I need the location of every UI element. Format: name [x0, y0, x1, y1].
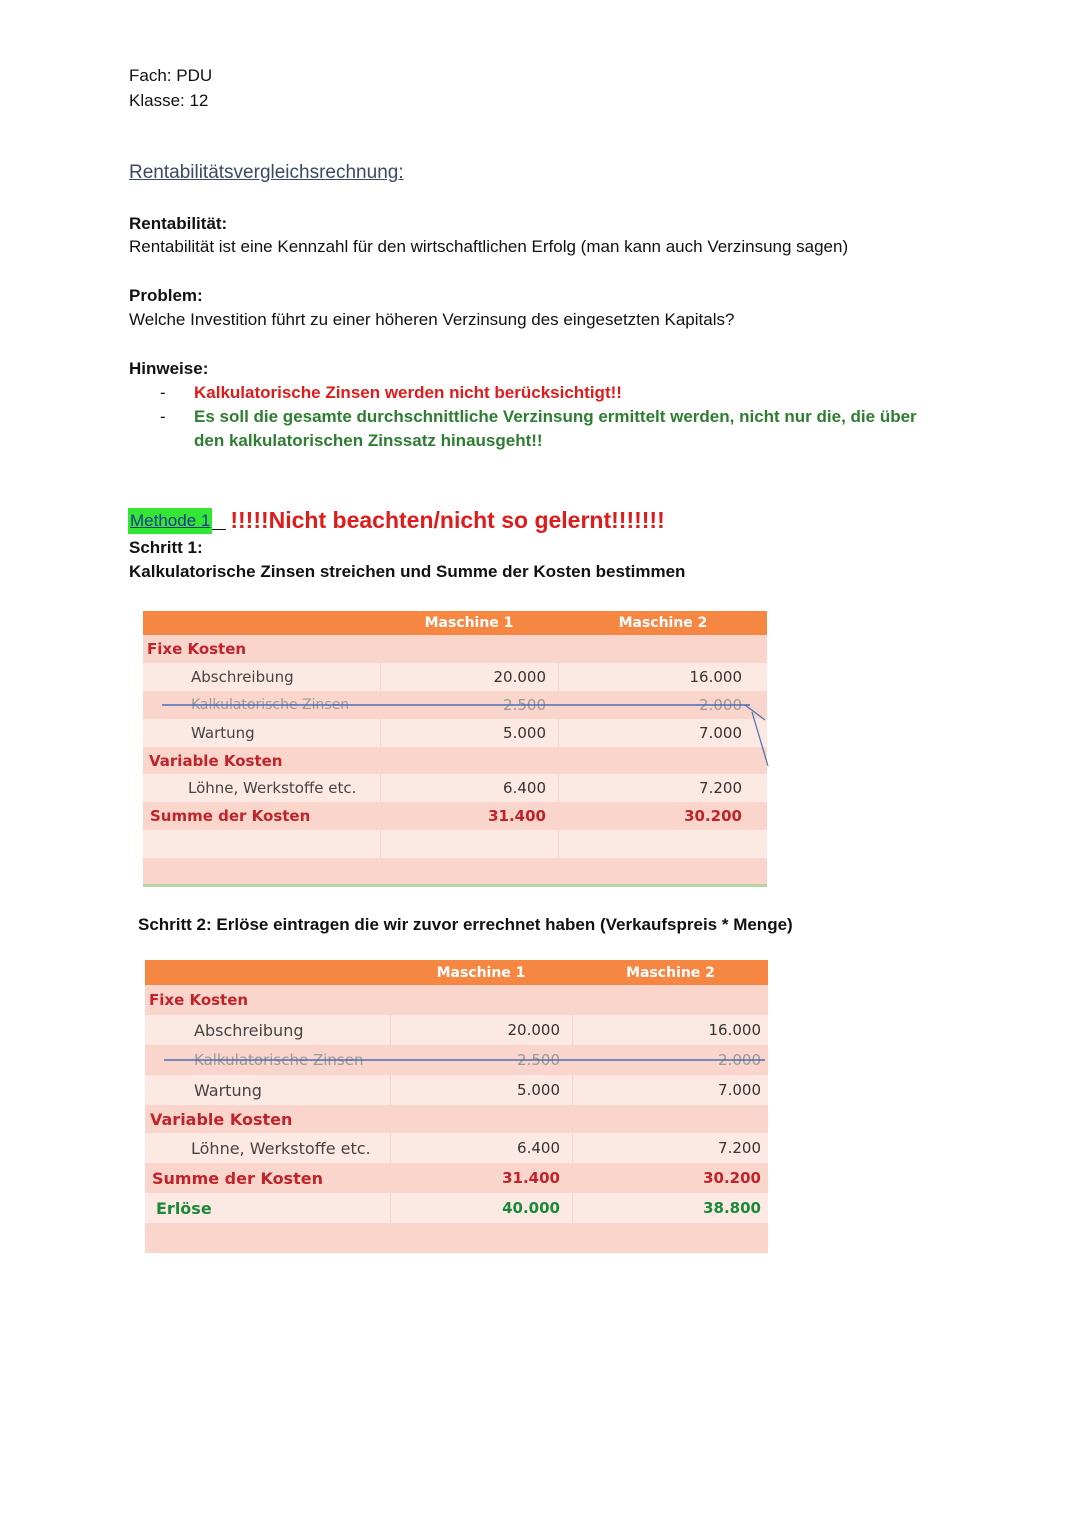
row-label-abschreibung: Abschreibung [191, 668, 294, 686]
cost-table-2 [145, 960, 768, 1253]
schritt1-heading: Schritt 1: [129, 538, 203, 557]
blank-line [212, 529, 226, 530]
table-row [145, 985, 768, 1015]
schritt1-text: Kalkulatorische Zinsen streichen und Summe der Kosten bestimmen [129, 562, 686, 581]
column-maschine-2: Maschine 2 [626, 964, 715, 981]
row-label-zinsen: Kalkulatorische Zinsen [191, 697, 350, 713]
row-label-wartung: Wartung [191, 724, 255, 742]
table-row [143, 663, 767, 691]
problem-text: Welche Investition führt zu einer höheren Verzinsung des eingesetzten Kapitals? [129, 310, 735, 329]
value-m1: 6.400 [503, 779, 546, 797]
hinweis-item-1: Kalkulatorische Zinsen werden nicht berücksichtigt!! [194, 383, 622, 402]
strike-annotation-1 [140, 690, 780, 770]
rentabilitaet-heading: Rentabilität: [129, 214, 228, 233]
value-m2: 30.200 [703, 1169, 761, 1187]
table-row [145, 1223, 768, 1253]
row-label-wartung: Wartung [194, 1080, 262, 1100]
value-m1: 2.500 [517, 1051, 560, 1069]
value-m2: 7.000 [718, 1081, 761, 1099]
table-row [143, 830, 767, 858]
hinweise-heading: Hinweise: [129, 359, 209, 378]
value-m2: 16.000 [689, 668, 742, 686]
value-m1: 5.000 [517, 1081, 560, 1099]
methode-label: Methode 1 [128, 508, 212, 534]
bullet-dash: - [160, 383, 166, 402]
row-label-abschreibung: Abschreibung [194, 1020, 304, 1040]
strike-annotation-2 [140, 1050, 780, 1080]
value-m1: 5.000 [503, 724, 546, 742]
table-row [143, 802, 767, 830]
table-row [145, 1105, 768, 1133]
table-header-row [145, 960, 768, 985]
hinweis-item-2-line-2: den kalkulatorischen Zinssatz hinausgeht!! [194, 431, 543, 450]
value-m1: 20.000 [493, 668, 546, 686]
value-m1: 6.400 [517, 1139, 560, 1157]
methode-line [128, 504, 665, 534]
table-row [145, 1133, 768, 1163]
row-label-zinsen: Kalkulatorische Zinsen [194, 1051, 364, 1069]
row-label-erloese: Erlöse [156, 1198, 212, 1218]
table-row [145, 1193, 768, 1223]
table-row [145, 1015, 768, 1045]
rentabilitaet-text: Rentabilität ist eine Kennzahl für den wirtschaftlichen Erfolg (man kann auch Verzinsung sagen) [129, 237, 849, 256]
value-m1: 31.400 [488, 807, 546, 825]
table-row [145, 1163, 768, 1193]
methode-warning: !!!!!Nicht beachten/nicht so gelernt!!!!!!! [230, 507, 665, 533]
row-label-fixe-kosten: Fixe Kosten [149, 991, 249, 1009]
subject-line: Fach: PDU [129, 66, 213, 85]
hinweis-item-2-line-1: Es soll die gesamte durchschnittliche Verzinsung ermittelt werden, nicht nur die, die über [194, 407, 917, 426]
row-label-fixe-kosten: Fixe Kosten [147, 640, 247, 658]
bullet-dash: - [160, 407, 166, 426]
value-m2: 2.000 [699, 696, 742, 714]
row-label-loehne: Löhne, Werkstoffe etc. [188, 779, 357, 797]
column-maschine-1: Maschine 1 [436, 964, 526, 981]
value-m2: 30.200 [684, 807, 742, 825]
value-m2: 7.000 [699, 724, 742, 742]
table-row [143, 858, 767, 884]
value-m1: 2.500 [503, 696, 546, 714]
class-line: Klasse: 12 [129, 91, 209, 110]
value-m2: 7.200 [699, 779, 742, 797]
row-label-summe: Summe der Kosten [152, 1168, 323, 1188]
value-m2: 2.000 [718, 1051, 761, 1069]
column-maschine-1: Maschine 1 [424, 615, 514, 631]
schritt2-text: Schritt 2: Erlöse eintragen die wir zuvor errechnet haben (Verkaufspreis * Menge) [138, 915, 793, 934]
page-title: Rentabilitätsvergleichsrechnung: [129, 162, 404, 183]
problem-heading: Problem: [129, 286, 203, 305]
value-m1: 31.400 [502, 1169, 560, 1187]
row-label-variable-kosten: Variable Kosten [150, 1109, 293, 1129]
row-label-loehne: Löhne, Werkstoffe etc. [191, 1138, 371, 1158]
value-m2: 38.800 [703, 1199, 761, 1217]
table-header-row [143, 611, 767, 635]
value-m2: 16.000 [708, 1021, 761, 1039]
column-maschine-2: Maschine 2 [618, 615, 708, 631]
row-label-variable-kosten: Variable Kosten [149, 751, 283, 770]
value-m1: 40.000 [502, 1199, 560, 1217]
table-row [143, 635, 767, 663]
value-m2: 7.200 [718, 1139, 761, 1157]
value-m1: 20.000 [507, 1021, 560, 1039]
table-bottom-border [143, 884, 767, 887]
table-row [143, 774, 767, 802]
row-label-summe: Summe der Kosten [150, 807, 311, 825]
